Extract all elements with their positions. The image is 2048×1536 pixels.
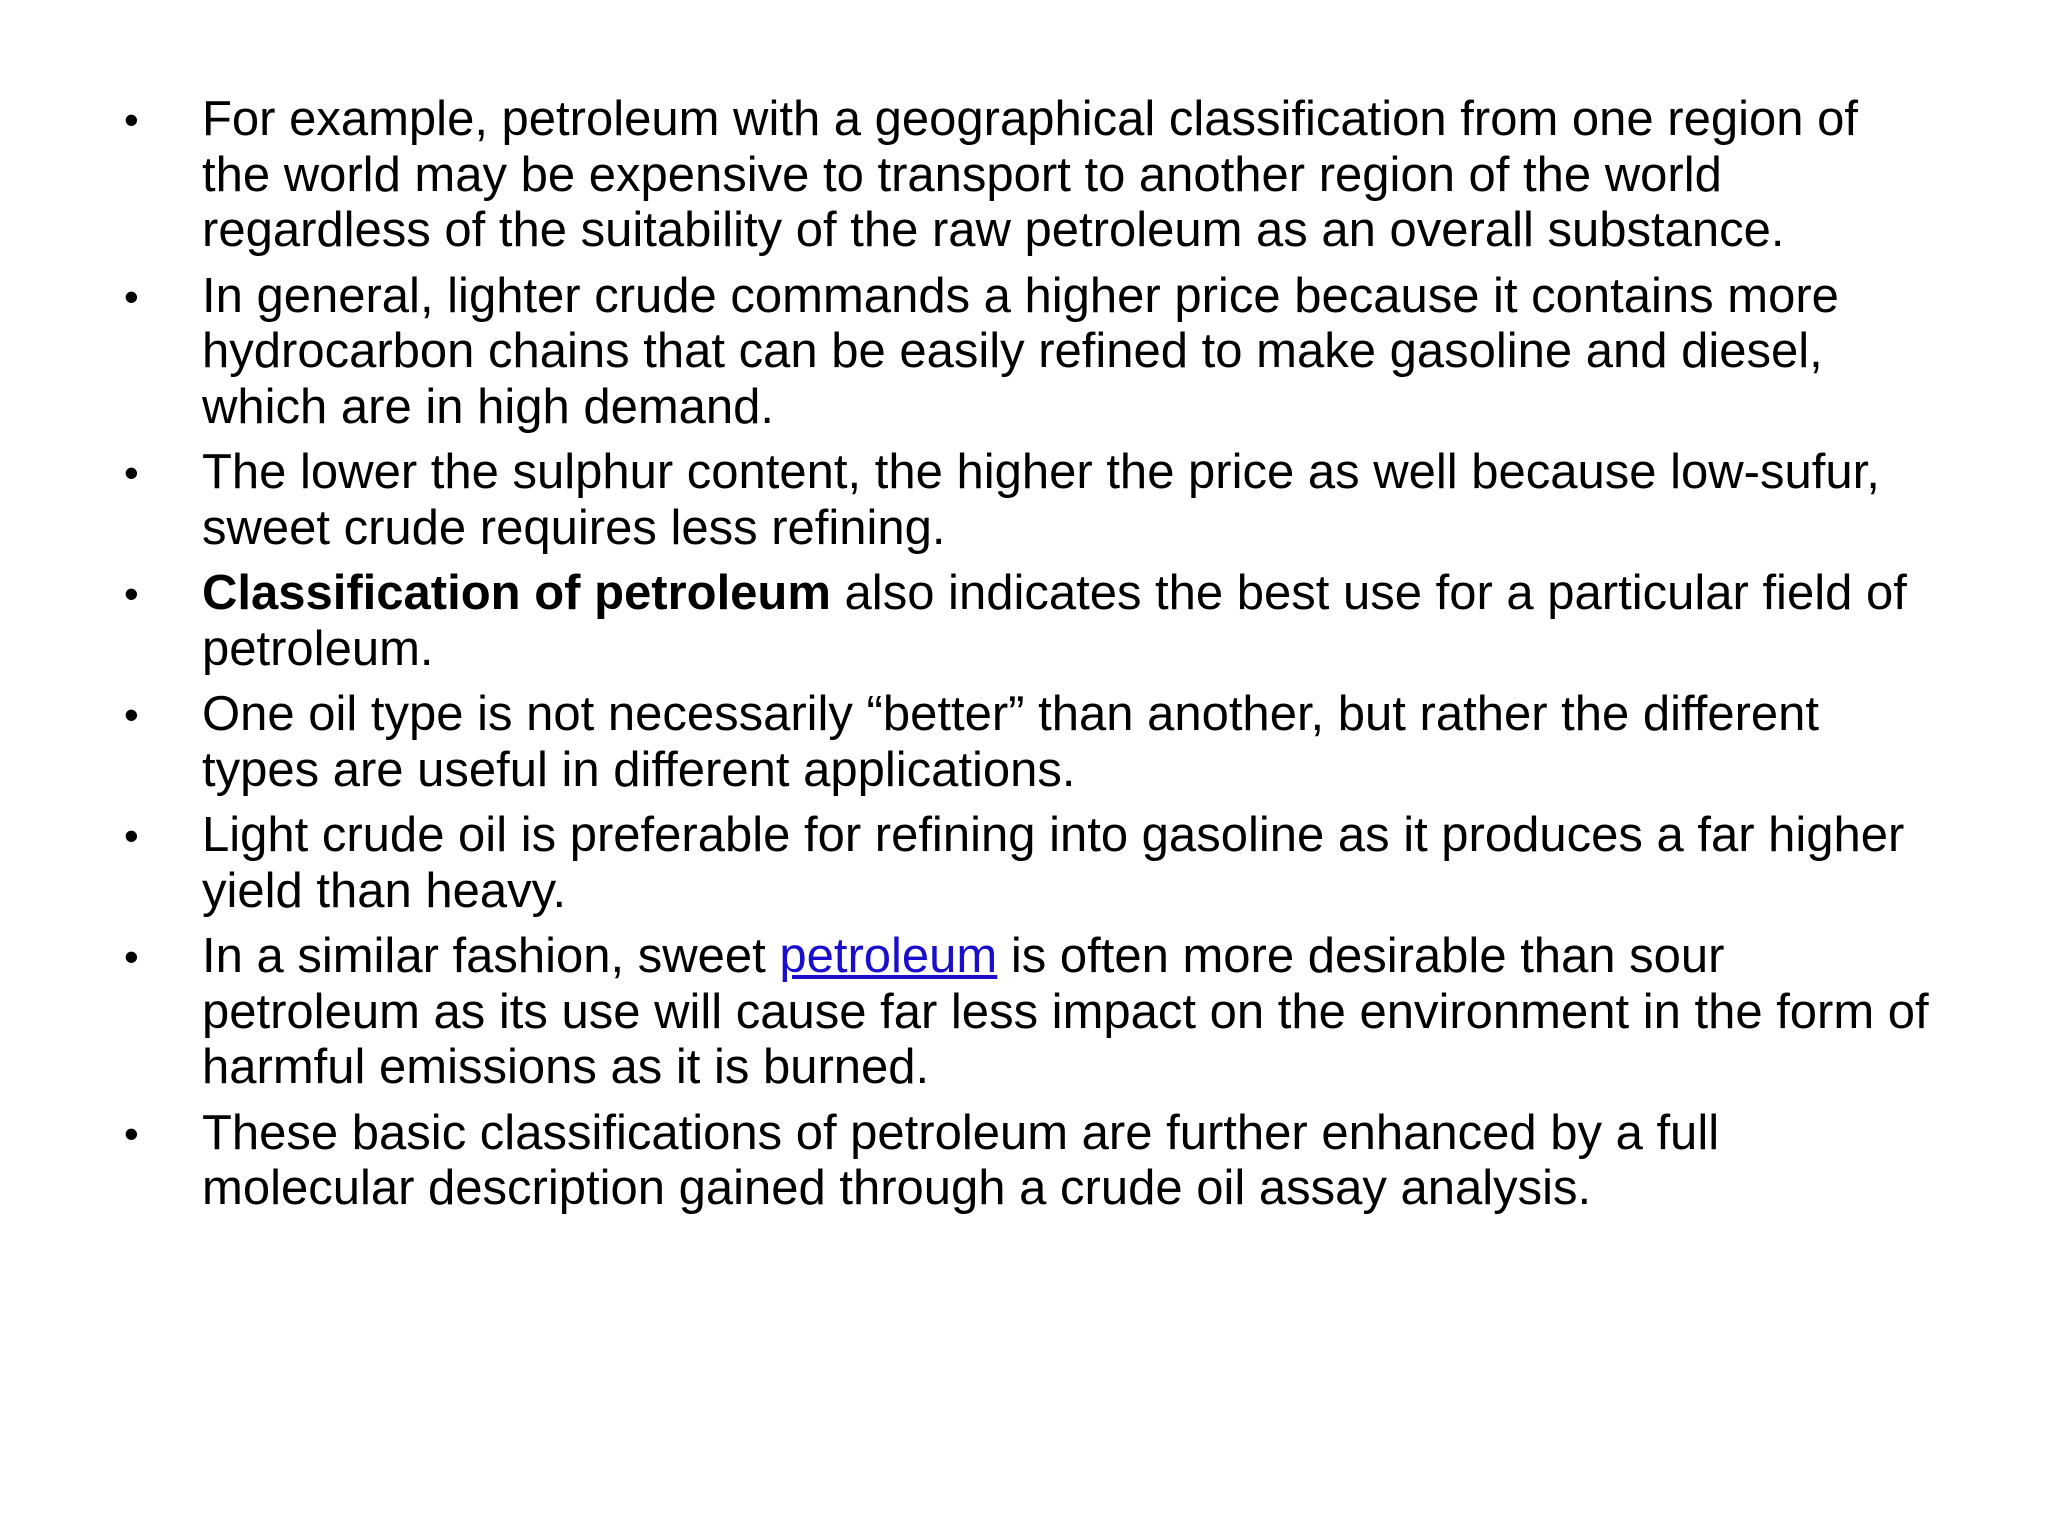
bullet-item-3: [124, 445, 1934, 556]
bullet-icon: •: [124, 449, 139, 496]
bold-term: Classification of petroleum: [202, 566, 831, 620]
bullet-list: [124, 92, 1934, 1227]
bullet-icon: •: [124, 1109, 139, 1157]
bullet-text-after: is often more desirable than sour petroleum as its use will cause far less impact on the environment in the form of harmful emissions as it is burned.: [202, 929, 1929, 1094]
bullet-item-5: [124, 687, 1934, 798]
bullet-icon: •: [124, 933, 139, 980]
bullet-icon: •: [124, 272, 139, 320]
bullet-text: Light crude oil is preferable for refining into gasoline as it produces a far higher yield than heavy.: [202, 808, 1905, 918]
bullet-text: For example, petroleum with a geographical classification from one region of the world may be expensive to transport to another region of the world regardless of the suitability of the raw petroleum as an overall substance.: [202, 92, 1858, 257]
bullet-item-4: [124, 566, 1934, 677]
bullet-text-before: In a similar fashion, sweet: [202, 929, 780, 983]
bullet-item-7: [124, 929, 1934, 1096]
petroleum-link[interactable]: petroleum: [779, 929, 998, 983]
bullet-text: One oil type is not necessarily “better” than another, but rather the different types are useful in different applications.: [202, 687, 1820, 797]
bullet-icon: •: [124, 570, 139, 617]
bullet-item-2: [124, 269, 1934, 436]
bullet-item-8: [124, 1106, 1934, 1217]
bullet-text-rest: also indicates the best use for a particular field of petroleum.: [202, 566, 1907, 676]
bullet-text: The lower the sulphur content, the higher the price as well because low-sufur, sweet crude requires less refining.: [202, 445, 1880, 555]
bullet-text: [202, 929, 1929, 1094]
bullet-item-6: [124, 808, 1934, 919]
bullet-text: In general, lighter crude commands a higher price because it contains more hydrocarbon chains that can be easily refined to make gasoline and diesel, which are in high demand.: [202, 268, 1839, 434]
bullet-icon: •: [124, 96, 139, 143]
bullet-icon: •: [124, 691, 139, 738]
bullet-icon: •: [124, 812, 139, 859]
bullet-text: [202, 566, 1907, 676]
bullet-item-1: [124, 92, 1934, 259]
bullet-text: These basic classifications of petroleum are further enhanced by a full molecular description gained through a crude oil assay analysis.: [202, 1105, 1720, 1215]
